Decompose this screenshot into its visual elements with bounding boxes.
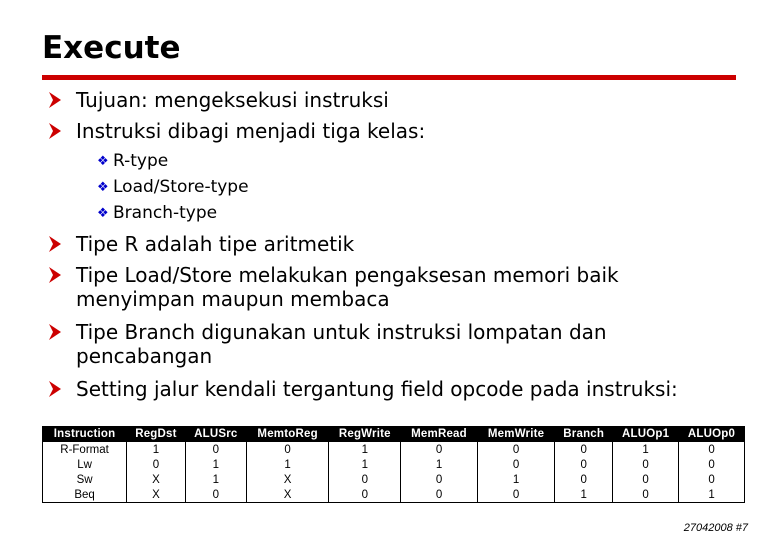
table-cell: 0	[185, 442, 246, 458]
table-cell: Beq	[43, 487, 127, 503]
bullet-item	[48, 232, 708, 256]
arrow-bullet-icon	[48, 323, 62, 341]
bullet-text: Setting jalur kendali tergantung field opcode pada instruksi:	[76, 377, 678, 401]
column-header: Branch	[555, 427, 613, 442]
table-cell: 0	[613, 487, 679, 503]
sub-bullet-text: Load/Store-type	[113, 177, 249, 197]
table-cell: 1	[329, 457, 401, 472]
table-cell: 0	[679, 442, 745, 458]
table-cell: 1	[555, 487, 613, 503]
table-cell: 1	[329, 442, 401, 458]
column-header: RegWrite	[329, 427, 401, 442]
sub-bullet-item	[97, 176, 249, 199]
column-header: MemWrite	[477, 427, 554, 442]
table-cell: 0	[246, 442, 329, 458]
table-cell: R-Format	[43, 442, 127, 458]
table-cell: 0	[401, 442, 478, 458]
table-cell: X	[127, 472, 186, 487]
column-header: RegDst	[127, 427, 186, 442]
bullet-text: Tujuan: mengeksekusi instruksi	[76, 88, 389, 112]
table-cell: 1	[679, 487, 745, 503]
bullet-item	[48, 377, 708, 401]
table-cell: 0	[679, 457, 745, 472]
bullet-item	[48, 320, 708, 368]
sub-bullet-text: R-type	[113, 151, 169, 171]
bullet-text: Tipe Load/Store melakukan pengaksesan memori baik menyimpan maupun membaca	[76, 263, 619, 311]
table-cell: Sw	[43, 472, 127, 487]
table-cell: 0	[613, 457, 679, 472]
column-header: ALUSrc	[185, 427, 246, 442]
table-row	[43, 472, 745, 487]
table-cell: 0	[401, 487, 478, 503]
column-header: MemtoReg	[246, 427, 329, 442]
table-cell: 0	[555, 442, 613, 458]
arrow-bullet-icon	[48, 91, 62, 109]
bullet-item	[48, 119, 708, 143]
bullet-text: Instruksi dibagi menjadi tiga kelas:	[76, 119, 426, 143]
table-cell: 1	[613, 442, 679, 458]
table-cell: 0	[401, 472, 478, 487]
table-cell: 0	[613, 472, 679, 487]
table-cell: X	[246, 487, 329, 503]
table-cell: 1	[246, 457, 329, 472]
table-cell: 0	[477, 457, 554, 472]
table-cell: 0	[555, 472, 613, 487]
title-underline	[42, 75, 736, 80]
table-row	[43, 457, 745, 472]
diamond-bullet-icon: ❖	[97, 180, 109, 195]
table-row	[43, 442, 745, 458]
bullet-text: Tipe Branch digunakan untuk instruksi lompatan dan pencabangan	[76, 320, 607, 368]
table-cell: X	[246, 472, 329, 487]
column-header: ALUOp0	[679, 427, 745, 442]
column-header: ALUOp1	[613, 427, 679, 442]
table-cell: 0	[477, 487, 554, 503]
table-cell: 0	[555, 457, 613, 472]
sub-bullet-text: Branch-type	[113, 203, 218, 223]
table-cell: 0	[329, 472, 401, 487]
diamond-bullet-icon: ❖	[97, 206, 109, 221]
table-cell: 0	[477, 442, 554, 458]
table-cell: 0	[329, 487, 401, 503]
bullet-item	[48, 263, 708, 311]
table-cell: 1	[401, 457, 478, 472]
table-row	[43, 487, 745, 503]
diamond-bullet-icon: ❖	[97, 154, 109, 169]
slide-title: Execute	[42, 30, 181, 66]
sub-bullet-item	[97, 202, 217, 225]
slide-footer: 27042008 #7	[683, 522, 748, 534]
table-header-row	[43, 427, 745, 442]
sub-bullet-item	[97, 150, 168, 173]
arrow-bullet-icon	[48, 266, 62, 284]
table-cell: 1	[127, 442, 186, 458]
table-cell: 0	[127, 457, 186, 472]
table-cell: Lw	[43, 457, 127, 472]
arrow-bullet-icon	[48, 380, 62, 398]
table-cell: 1	[185, 457, 246, 472]
bullet-text: Tipe R adalah tipe aritmetik	[76, 232, 355, 256]
table-cell: 0	[185, 487, 246, 503]
arrow-bullet-icon	[48, 235, 62, 253]
arrow-bullet-icon	[48, 122, 62, 140]
column-header: MemRead	[401, 427, 478, 442]
table-cell: 1	[185, 472, 246, 487]
table-cell: 1	[477, 472, 554, 487]
bullet-item	[48, 88, 708, 112]
table-cell: 0	[679, 472, 745, 487]
column-header: Instruction	[43, 427, 127, 442]
table-cell: X	[127, 487, 186, 503]
control-signal-table	[42, 426, 745, 503]
